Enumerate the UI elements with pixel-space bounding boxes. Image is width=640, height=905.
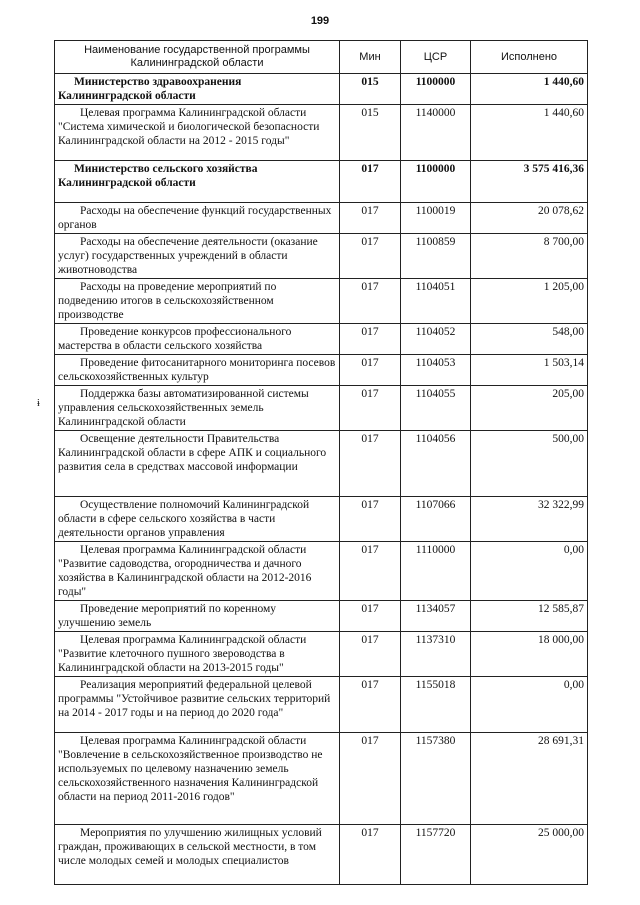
row-name: Министерство сельского хозяйства Калининградской области [55,161,340,203]
row-csr: 1140000 [401,105,471,161]
row-done: 1 440,60 [471,105,588,161]
row-name: Осуществление полномочий Калининградской области в сфере сельского хозяйства в части деятельности органов управления [55,497,340,542]
row-csr: 1100019 [401,203,471,234]
table-row [55,825,588,885]
row-name: Целевая программа Калининградской области "Система химической и биологической безопасности Калининградской области на 2012 - 2015 годы" [55,105,340,161]
table-row [55,632,588,677]
table-row [55,601,588,632]
row-done: 548,00 [471,324,588,355]
row-min: 017 [340,542,401,601]
row-name: Целевая программа Калининградской области "Развитие садоводства, огородничества и дачного хозяйства в Калининградской области на 2012-2016 годы" [55,542,340,601]
row-csr: 1107066 [401,497,471,542]
table-row [55,203,588,234]
row-done: 32 322,99 [471,497,588,542]
row-min: 017 [340,497,401,542]
row-csr: 1157380 [401,733,471,825]
row-name: Расходы на обеспечение деятельности (оказание услуг) государственных учреждений в области животноводства [55,234,340,279]
table-row [55,431,588,497]
table-row [55,279,588,324]
row-done: 12 585,87 [471,601,588,632]
row-name: Целевая программа Калининградской области "Развитие клеточного пушного звероводства в Калининградской области на 2013-2015 годы" [55,632,340,677]
row-min: 017 [340,203,401,234]
row-csr: 1104053 [401,355,471,386]
budget-table [54,40,588,885]
row-csr: 1155018 [401,677,471,733]
table-row [55,324,588,355]
row-done: 3 575 416,36 [471,161,588,203]
page-number: 199 [310,15,330,27]
row-name: Расходы на обеспечение функций государственных органов [55,203,340,234]
table-row [55,677,588,733]
row-min: 017 [340,279,401,324]
row-min: 017 [340,632,401,677]
row-csr: 1100000 [401,74,471,105]
row-done: 0,00 [471,542,588,601]
table-row [55,497,588,542]
row-csr: 1100000 [401,161,471,203]
row-min: 017 [340,601,401,632]
row-done: 205,00 [471,386,588,431]
table-row [55,105,588,161]
row-csr: 1157720 [401,825,471,885]
row-name: Министерство здравоохранения Калининградской области [55,74,340,105]
table-row [55,234,588,279]
table-row [55,355,588,386]
stray-mark: ɨ [37,398,40,409]
row-done: 8 700,00 [471,234,588,279]
table-row [55,74,588,105]
row-done: 0,00 [471,677,588,733]
row-min: 017 [340,234,401,279]
row-done: 28 691,31 [471,733,588,825]
row-csr: 1100859 [401,234,471,279]
row-min: 017 [340,161,401,203]
table-row [55,386,588,431]
row-min: 015 [340,105,401,161]
row-min: 017 [340,431,401,497]
row-name: Поддержка базы автоматизированной системы управления сельскохозяйственных земель Калининградской области [55,386,340,431]
table-row [55,733,588,825]
row-csr: 1104056 [401,431,471,497]
row-name: Проведение фитосанитарного мониторинга посевов сельскохозяйственных культур [55,355,340,386]
row-csr: 1137310 [401,632,471,677]
header-min: Мин [340,41,401,74]
row-done: 1 205,00 [471,279,588,324]
row-min: 017 [340,355,401,386]
table-header-row [55,41,588,74]
row-min: 017 [340,677,401,733]
row-min: 017 [340,386,401,431]
row-name: Мероприятия по улучшению жилищных условий граждан, проживающих в сельской местности, в том числе молодых семей и молодых специалистов [55,825,340,885]
row-csr: 1104052 [401,324,471,355]
row-done: 500,00 [471,431,588,497]
row-csr: 1110000 [401,542,471,601]
row-csr: 1104055 [401,386,471,431]
row-done: 1 440,60 [471,74,588,105]
row-done: 25 000,00 [471,825,588,885]
row-name: Целевая программа Калининградской области "Вовлечение в сельскохозяйственное производство не используемых по целевому назначению земель сельскохозяйственного назначения Калининградской области на период 2011-2016 годов" [55,733,340,825]
row-csr: 1134057 [401,601,471,632]
row-name: Проведение конкурсов профессионального мастерства в области сельского хозяйства [55,324,340,355]
header-name: Наименование государственной программы Калининградской области [55,41,340,74]
header-csr: ЦСР [401,41,471,74]
row-min: 017 [340,825,401,885]
table-row [55,542,588,601]
row-done: 1 503,14 [471,355,588,386]
header-done: Исполнено [471,41,588,74]
row-name: Реализация мероприятий федеральной целевой программы "Устойчивое развитие сельских территорий на 2014 - 2017 годы и на период до 2020 года" [55,677,340,733]
row-done: 20 078,62 [471,203,588,234]
row-name: Освещение деятельности Правительства Калининградской области в сфере АПК и социального развития села в средствах массовой информации [55,431,340,497]
row-min: 015 [340,74,401,105]
row-min: 017 [340,733,401,825]
row-csr: 1104051 [401,279,471,324]
row-name: Расходы на проведение мероприятий по подведению итогов в сельскохозяйственном производстве [55,279,340,324]
row-name: Проведение мероприятий по коренному улучшению земель [55,601,340,632]
row-done: 18 000,00 [471,632,588,677]
row-min: 017 [340,324,401,355]
table-row [55,161,588,203]
